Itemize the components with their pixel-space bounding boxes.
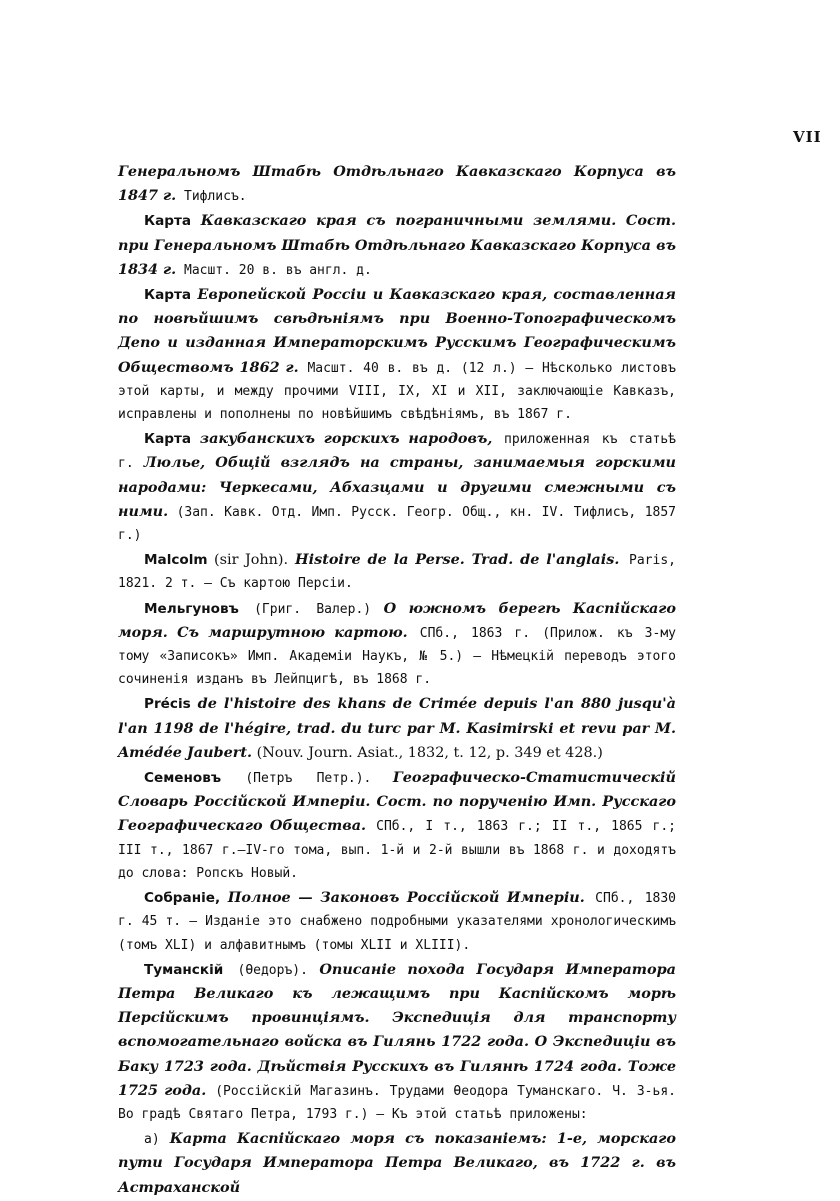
- entry-plain: (Петръ Петр.).: [221, 771, 372, 787]
- entry-continuation: [118, 160, 676, 208]
- entry-italic: Географическо-Статистическій Словарь Россійской Имперіи. Сост. по порученію Имп. Русскаго Географическаго Общества.: [118, 769, 676, 835]
- entry-tumanskiy: [118, 958, 676, 1126]
- entry-plain-2: СПб., I т., 1863 г.; II т., 1865 г.; III т., 1867 г.—IV-го тома, вып. 1-й и 2-й вышли въ 1868 г. и доходятъ до слова: Ропскъ Новый.: [118, 819, 676, 881]
- entry-title: Семеновъ: [144, 770, 222, 787]
- entry-precis: [118, 692, 676, 765]
- entry-title: Собраніе,: [144, 890, 221, 907]
- entry-semenov: [118, 766, 676, 885]
- entry-karta-kavkaz: [118, 209, 676, 282]
- entry-italic: Полное — Законовъ Россійской Имперіи.: [220, 889, 585, 907]
- entry-karta-europe: [118, 283, 676, 426]
- entry-title: Карта: [144, 431, 192, 448]
- page-number: VII: [793, 128, 822, 146]
- entry-karta-zakuban: [118, 427, 676, 547]
- entry-title: Карта: [144, 287, 192, 304]
- entry-sobranie: [118, 886, 676, 957]
- entry-plain: (sir John).: [207, 552, 289, 569]
- entry-plain: (Ѳедоръ).: [223, 962, 308, 978]
- entry-malcolm: [118, 548, 676, 595]
- entry-subitem-a: [118, 1127, 676, 1200]
- entry-italic: de l'histoire des khans de Crimée depuis l'an 880 jusqu'à l'an 1198 de l'hégire, trad. du turc par M. Kasimirski et revu par M. Amédée Jaubert.: [118, 695, 676, 761]
- entry-italic: Карта Каспійскаго моря съ показаніемъ: 1-е, морскаго пути Государя Императора Петра Великаго, въ 1722 г. въ Астраханской: [118, 1130, 676, 1196]
- entry-plain: (Григ. Валер.): [238, 601, 372, 617]
- entry-italic-2: Люлье, Общій взглядъ на страны, занимаемыя горскими народами: Черкесами, Абхазцами и другими смежными съ ними.: [118, 454, 676, 520]
- document-body: [118, 160, 676, 1201]
- entry-plain-2: Paris, 1821. 2 т. — Съ картою Персіи.: [118, 553, 676, 592]
- entry-plain: (Nouv. Journ. Asiat., 1832, t. 12, p. 349 et 428.): [252, 744, 603, 761]
- entry-title: Malcolm: [144, 552, 208, 569]
- entry-plain: Масшт. 20 в. въ англ. д.: [176, 262, 372, 278]
- entry-italic: Описаніе похода Государя Императора Петра Великаго къ лежащимъ при Каспійскомъ морѣ Персійскимъ провинціямъ. Экспедиція для транспорту вспомогательнаго войска въ Гилянь 1722 года. О Экспедиціи въ Баку 1723 года. Дѣйствія Русскихъ въ Гилянѣ 1724 года. Тоже 1725 года.: [118, 960, 676, 1099]
- entry-title: Карта: [144, 213, 192, 230]
- entry-plain-2: (Россійскій Магазинъ. Трудами Ѳеодора Туманскаго. Ч. 3-ья. Во градѣ Святаго Петра, 1793 г.) — Къ этой статьѣ приложены:: [118, 1083, 676, 1122]
- entry-plain-2: (Зап. Кавк. Отд. Имп. Русск. Геогр. Общ., кн. IV. Тифлисъ, 1857 г.): [118, 504, 677, 544]
- entry-italic: Кавказскаго края съ пограничными землями. Сост. при Генеральномъ Штабѣ Отдѣльнаго Кавказскаго Корпуса въ 1834 г.: [118, 212, 676, 278]
- entry-melgunov: [118, 597, 676, 692]
- entry-italic: закубанскихъ горскихъ народовъ,: [191, 430, 493, 448]
- entry-title: Précis: [144, 696, 191, 713]
- entry-plain: Тифлисъ.: [176, 189, 247, 205]
- entry-title: Мельгуновъ: [144, 600, 239, 617]
- entry-plain-2: СПб., 1863 г. (Прилож. къ 3-му тому «Записокъ» Имп. Академіи Наукъ, № 5.) — Нѣмецкій переводъ этого сочиненія изданъ въ Лейпцигѣ, въ 1868 г.: [118, 625, 676, 688]
- entry-italic: Генеральномъ Штабѣ Отдѣльнаго Кавказскаго Корпуса въ 1847 г.: [118, 163, 676, 205]
- entry-title: Туманскій: [144, 961, 224, 978]
- entry-plain: Масшт. 40 в. въ д. (12 л.) — Нѣсколько листовъ этой карты, и между прочими VIII, IX, XI и XII, заключающіе Кавказъ, исправлены и пополнены по новѣйшимъ свѣдѣніямъ, въ 1867 г.: [118, 360, 676, 423]
- entry-italic: О южномъ берегѣ Каспійскаго моря. Съ маршрутною картою.: [118, 599, 676, 641]
- entry-plain: приложенная къ статьѣ г.: [118, 432, 676, 472]
- entry-plain: а): [144, 1132, 160, 1148]
- entry-italic: Европейской Россіи и Кавказскаго края, составленная по новѣйшимъ свѣдѣніямъ при Военно-Топографическомъ Депо и изданная Императорскимъ Русскимъ Географическимъ Обществомъ 1862 г.: [118, 286, 676, 376]
- entry-plain: СПб., 1830 г. 45 т. — Изданіе это снабжено подробными указателями хронологическимъ (томъ XLI) и алфавитнымъ (томы XLII и XLIII).: [118, 891, 677, 953]
- entry-italic: Histoire de la Perse. Trad. de l'anglais.: [288, 551, 620, 569]
